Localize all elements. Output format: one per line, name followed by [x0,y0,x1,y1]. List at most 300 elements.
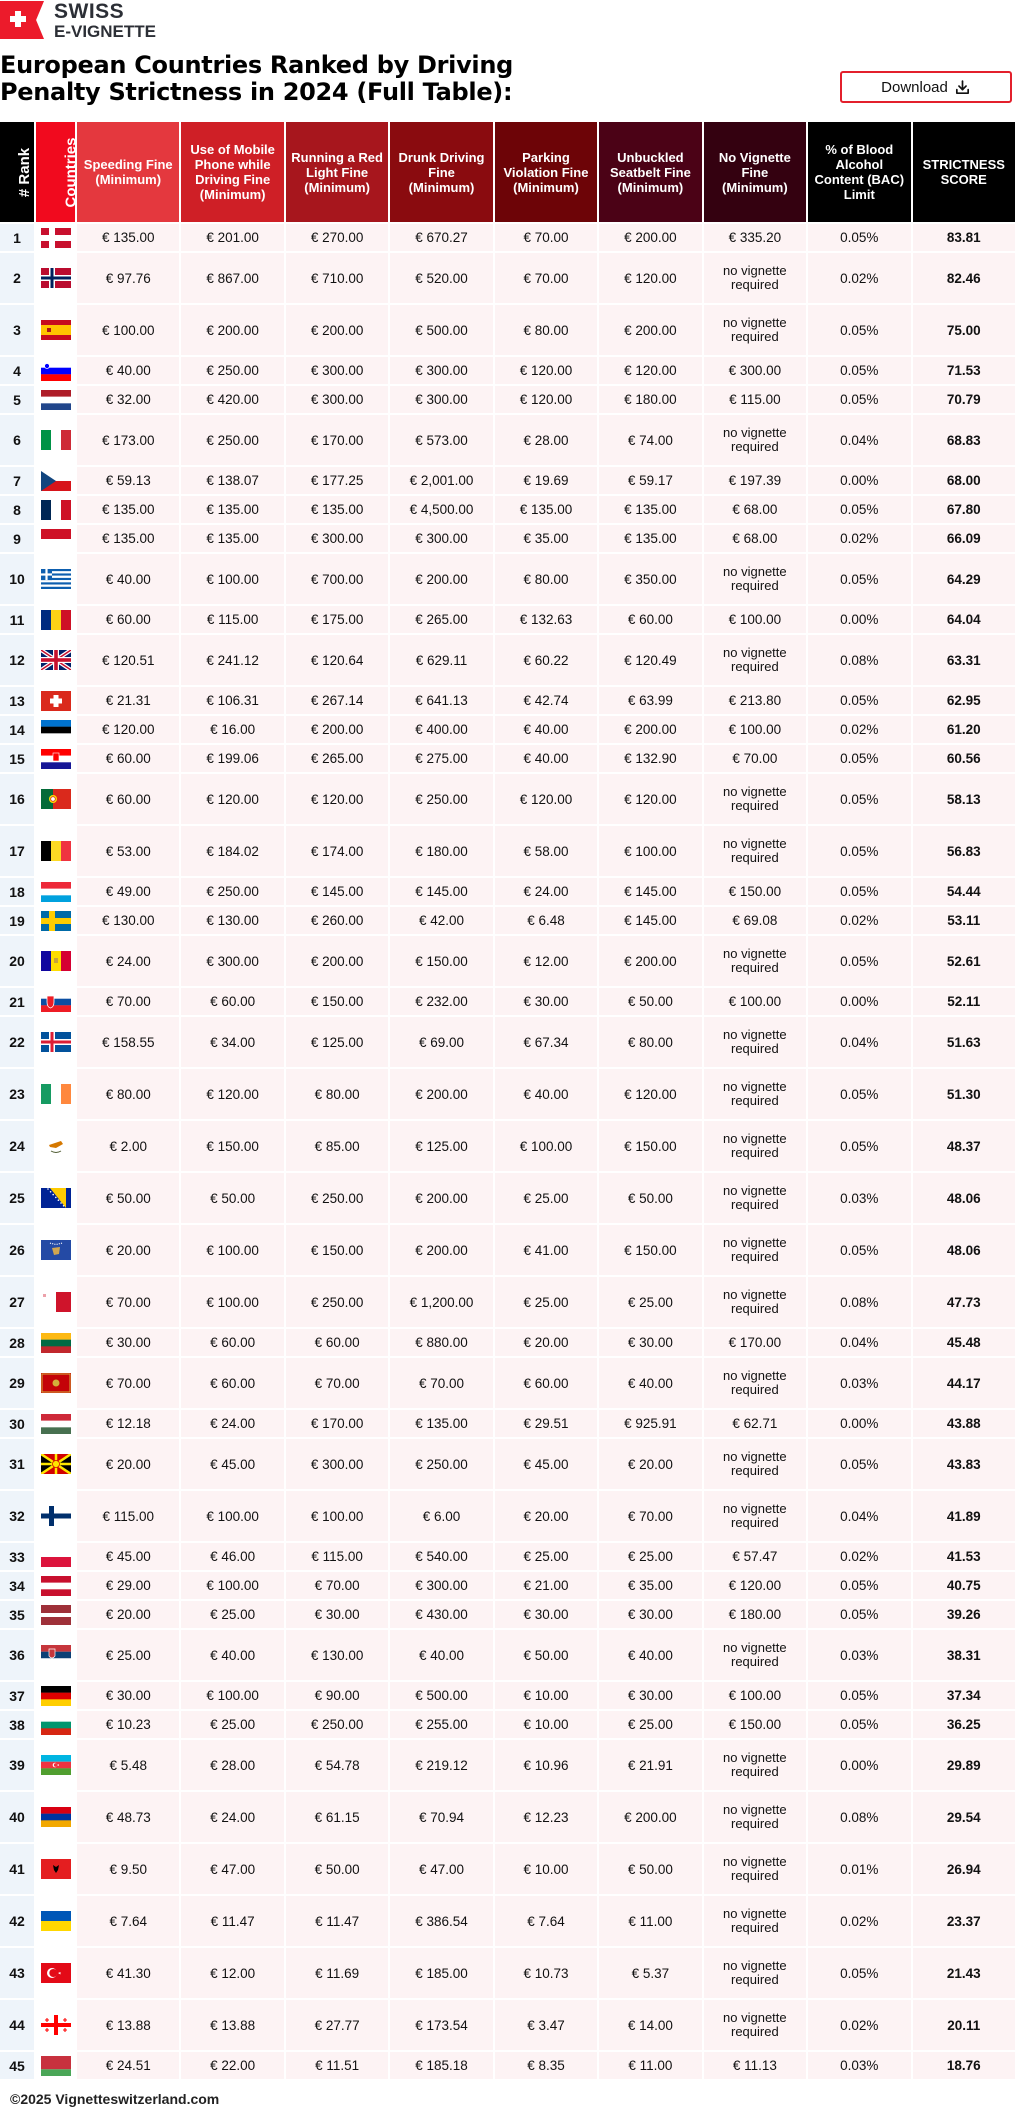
parking-cell: € 58.00 [495,826,597,876]
seatbelt-cell: € 150.00 [599,1225,701,1275]
vignette-cell: no vignette required [704,1740,806,1790]
bac-cell: 0.02% [808,2000,910,2050]
mobile-cell: € 120.00 [181,774,283,824]
drunk-cell: € 1,200.00 [390,1277,492,1327]
redlight-cell: € 175.00 [286,606,388,633]
mobile-cell: € 100.00 [181,554,283,604]
score-cell: 29.54 [913,1792,1015,1842]
country-flag-cell [36,2052,75,2079]
redlight-cell: € 170.00 [286,415,388,465]
parking-cell: € 12.00 [495,936,597,986]
speeding-cell: € 48.73 [77,1792,179,1842]
score-cell: 51.63 [913,1017,1015,1067]
mobile-cell: € 60.00 [181,988,283,1015]
mobile-cell: € 34.00 [181,1017,283,1067]
parking-cell: € 80.00 [495,305,597,355]
speeding-cell: € 115.00 [77,1491,179,1541]
parking-cell: € 24.00 [495,878,597,905]
rank-cell: 40 [0,1792,34,1842]
seatbelt-cell: € 200.00 [599,936,701,986]
seatbelt-cell: € 11.00 [599,2052,701,2079]
rank-cell: 5 [0,386,34,413]
vignette-cell: no vignette required [704,1844,806,1894]
drunk-cell: € 42.00 [390,907,492,934]
redlight-cell: € 300.00 [286,1439,388,1489]
latvia-flag-icon [41,1605,71,1625]
speeding-cell: € 9.50 [77,1844,179,1894]
bac-cell: 0.05% [808,305,910,355]
table-row [0,1543,1015,1570]
parking-cell: € 7.64 [495,1896,597,1946]
score-cell: 54.44 [913,878,1015,905]
parking-cell: € 120.00 [495,774,597,824]
bac-cell: 0.03% [808,1173,910,1223]
bac-cell: 0.05% [808,357,910,384]
country-flag-cell [36,1630,75,1680]
drunk-cell: € 641.13 [390,687,492,714]
mobile-cell: € 420.00 [181,386,283,413]
parking-cell: € 120.00 [495,357,597,384]
mobile-cell: € 22.00 [181,2052,283,2079]
rank-cell: 27 [0,1277,34,1327]
speeding-cell: € 20.00 [77,1439,179,1489]
speeding-cell: € 32.00 [77,386,179,413]
parking-cell: € 100.00 [495,1121,597,1171]
country-flag-cell [36,1439,75,1489]
mobile-cell: € 300.00 [181,936,283,986]
rank-cell: 8 [0,496,34,523]
redlight-cell: € 170.00 [286,1410,388,1437]
bac-cell: 0.05% [808,386,910,413]
seatbelt-cell: € 145.00 [599,907,701,934]
rank-cell: 15 [0,745,34,772]
table-row [0,224,1015,251]
rank-cell: 31 [0,1439,34,1489]
vignette-cell: no vignette required [704,253,806,303]
redlight-cell: € 145.00 [286,878,388,905]
redlight-cell: € 120.00 [286,774,388,824]
header-speeding: Speeding Fine (Minimum) [77,122,179,222]
score-cell: 18.76 [913,2052,1015,2079]
redlight-cell: € 177.25 [286,467,388,494]
penalty-table [0,120,1015,2081]
speeding-cell: € 29.00 [77,1572,179,1599]
score-cell: 51.30 [913,1069,1015,1119]
seatbelt-cell: € 30.00 [599,1601,701,1628]
header-bac: % of Blood Alcohol Content (BAC) Limit [808,122,910,222]
parking-cell: € 70.00 [495,253,597,303]
drunk-cell: € 300.00 [390,525,492,552]
country-flag-cell [36,305,75,355]
seatbelt-cell: € 35.00 [599,1572,701,1599]
seatbelt-cell: € 350.00 [599,554,701,604]
rank-cell: 17 [0,826,34,876]
seatbelt-cell: € 120.00 [599,1069,701,1119]
vignette-cell: no vignette required [704,1792,806,1842]
bac-cell: 0.05% [808,1225,910,1275]
bac-cell: 0.05% [808,496,910,523]
seatbelt-cell: € 200.00 [599,305,701,355]
vignette-cell: € 100.00 [704,988,806,1015]
bac-cell: 0.04% [808,415,910,465]
header-mobile: Use of Mobile Phone while Driving Fine (Minimum) [181,122,283,222]
country-flag-cell [36,386,75,413]
score-cell: 21.43 [913,1948,1015,1998]
country-flag-cell [36,1225,75,1275]
vignette-cell: € 150.00 [704,1711,806,1738]
rank-cell: 38 [0,1711,34,1738]
ukraine-flag-icon [41,1911,71,1931]
vignette-cell: € 115.00 [704,386,806,413]
drunk-cell: € 386.54 [390,1896,492,1946]
speeding-cell: € 120.00 [77,716,179,743]
parking-cell: € 10.00 [495,1844,597,1894]
redlight-cell: € 200.00 [286,716,388,743]
vignette-cell: no vignette required [704,305,806,355]
rank-cell: 13 [0,687,34,714]
monaco-flag-icon [41,529,71,549]
mobile-cell: € 45.00 [181,1439,283,1489]
table-row [0,1121,1015,1171]
vignette-cell: no vignette required [704,415,806,465]
parking-cell: € 6.48 [495,907,597,934]
rank-cell: 2 [0,253,34,303]
seatbelt-cell: € 145.00 [599,878,701,905]
seatbelt-cell: € 120.00 [599,357,701,384]
seatbelt-cell: € 11.00 [599,1896,701,1946]
country-flag-cell [36,554,75,604]
brand-subname: E-VIGNETTE [54,23,156,40]
macedonia-flag-icon [41,1454,71,1474]
rank-cell: 37 [0,1682,34,1709]
brand-logo[interactable] [0,0,156,40]
mobile-cell: € 28.00 [181,1740,283,1790]
table-row [0,1358,1015,1408]
parking-cell: € 10.96 [495,1740,597,1790]
bac-cell: 0.05% [808,554,910,604]
rank-cell: 22 [0,1017,34,1067]
download-button[interactable] [840,71,1012,103]
bac-cell: 0.01% [808,1844,910,1894]
seatbelt-cell: € 60.00 [599,606,701,633]
speeding-cell: € 80.00 [77,1069,179,1119]
country-flag-cell [36,826,75,876]
bac-cell: 0.02% [808,907,910,934]
germany-flag-icon [41,1686,71,1706]
seatbelt-cell: € 132.90 [599,745,701,772]
table-row [0,1069,1015,1119]
portugal-flag-icon [41,789,71,809]
mobile-cell: € 13.88 [181,2000,283,2050]
parking-cell: € 10.73 [495,1948,597,1998]
score-cell: 39.26 [913,1601,1015,1628]
country-flag-cell [36,936,75,986]
country-flag-cell [36,606,75,633]
score-cell: 82.46 [913,253,1015,303]
drunk-cell: € 219.12 [390,1740,492,1790]
country-flag-cell [36,878,75,905]
drunk-cell: € 185.00 [390,1948,492,1998]
mobile-cell: € 115.00 [181,606,283,633]
redlight-cell: € 270.00 [286,224,388,251]
rank-cell: 14 [0,716,34,743]
table-row [0,774,1015,824]
redlight-cell: € 265.00 [286,745,388,772]
table-row [0,745,1015,772]
table-row [0,386,1015,413]
table-row [0,1948,1015,1998]
parking-cell: € 25.00 [495,1277,597,1327]
score-cell: 68.83 [913,415,1015,465]
rank-cell: 25 [0,1173,34,1223]
speeding-cell: € 70.00 [77,1277,179,1327]
drunk-cell: € 70.94 [390,1792,492,1842]
serbia-flag-icon [41,1645,71,1665]
score-cell: 20.11 [913,2000,1015,2050]
parking-cell: € 20.00 [495,1329,597,1356]
rank-cell: 44 [0,2000,34,2050]
seatbelt-cell: € 120.49 [599,635,701,685]
vignette-cell: € 69.08 [704,907,806,934]
hungary-flag-icon [41,1414,71,1434]
estonia-flag-icon [41,720,71,740]
country-flag-cell [36,525,75,552]
redlight-cell: € 250.00 [286,1711,388,1738]
mobile-cell: € 46.00 [181,1543,283,1570]
table-row [0,2052,1015,2079]
country-flag-cell [36,1543,75,1570]
country-flag-cell [36,1277,75,1327]
table-row [0,1601,1015,1628]
rank-cell: 19 [0,907,34,934]
vignette-cell: no vignette required [704,1069,806,1119]
vignette-cell: no vignette required [704,2000,806,2050]
slovenia-flag-icon [41,361,71,381]
drunk-cell: € 70.00 [390,1358,492,1408]
drunk-cell: € 200.00 [390,1069,492,1119]
speeding-cell: € 21.31 [77,687,179,714]
parking-cell: € 19.69 [495,467,597,494]
speeding-cell: € 135.00 [77,224,179,251]
seatbelt-cell: € 63.99 [599,687,701,714]
drunk-cell: € 173.54 [390,2000,492,2050]
table-row [0,1410,1015,1437]
country-flag-cell [36,1792,75,1842]
rank-cell: 33 [0,1543,34,1570]
table-header-row [0,122,1015,222]
rank-cell: 34 [0,1572,34,1599]
country-flag-cell [36,1410,75,1437]
vignette-cell: no vignette required [704,1017,806,1067]
andorra-flag-icon [41,951,71,971]
bac-cell: 0.05% [808,936,910,986]
seatbelt-cell: € 40.00 [599,1358,701,1408]
seatbelt-cell: € 150.00 [599,1121,701,1171]
seatbelt-cell: € 200.00 [599,716,701,743]
parking-cell: € 120.00 [495,386,597,413]
bac-cell: 0.05% [808,774,910,824]
seatbelt-cell: € 100.00 [599,826,701,876]
ireland-flag-icon [41,1084,71,1104]
speeding-cell: € 2.00 [77,1121,179,1171]
table-row [0,907,1015,934]
parking-cell: € 135.00 [495,496,597,523]
vignette-cell: € 213.80 [704,687,806,714]
bac-cell: 0.02% [808,525,910,552]
redlight-cell: € 125.00 [286,1017,388,1067]
mobile-cell: € 135.00 [181,496,283,523]
score-cell: 61.20 [913,716,1015,743]
table-row [0,467,1015,494]
country-flag-cell [36,1844,75,1894]
table-row [0,1630,1015,1680]
speeding-cell: € 24.00 [77,936,179,986]
parking-cell: € 12.23 [495,1792,597,1842]
score-cell: 75.00 [913,305,1015,355]
parking-cell: € 35.00 [495,525,597,552]
vignette-cell: no vignette required [704,774,806,824]
speeding-cell: € 53.00 [77,826,179,876]
lithuania-flag-icon [41,1333,71,1353]
seatbelt-cell: € 50.00 [599,1844,701,1894]
score-cell: 63.31 [913,635,1015,685]
vignette-cell: € 197.39 [704,467,806,494]
country-flag-cell [36,1572,75,1599]
table-row [0,1572,1015,1599]
seatbelt-cell: € 59.17 [599,467,701,494]
country-flag-cell [36,1173,75,1223]
score-cell: 58.13 [913,774,1015,824]
mobile-cell: € 250.00 [181,878,283,905]
score-cell: 67.80 [913,496,1015,523]
speeding-cell: € 10.23 [77,1711,179,1738]
vignette-cell: no vignette required [704,1121,806,1171]
vignette-cell: € 300.00 [704,357,806,384]
score-cell: 60.56 [913,745,1015,772]
vignette-cell: € 100.00 [704,606,806,633]
table-row [0,1225,1015,1275]
rank-cell: 29 [0,1358,34,1408]
vignette-cell: € 62.71 [704,1410,806,1437]
rank-cell: 9 [0,525,34,552]
table-body [0,224,1015,2079]
country-flag-cell [36,716,75,743]
vignette-cell: no vignette required [704,826,806,876]
speeding-cell: € 50.00 [77,1173,179,1223]
country-flag-cell [36,1711,75,1738]
drunk-cell: € 200.00 [390,1173,492,1223]
greece-flag-icon [41,569,71,589]
vignette-cell: no vignette required [704,1225,806,1275]
slovakia-flag-icon [41,992,71,1012]
redlight-cell: € 11.69 [286,1948,388,1998]
vignette-cell: no vignette required [704,1439,806,1489]
seatbelt-cell: € 70.00 [599,1491,701,1541]
spain-flag-icon [41,320,71,340]
parking-cell: € 50.00 [495,1630,597,1680]
czech-flag-icon [41,471,71,491]
france-flag-icon [41,500,71,520]
vignette-cell: € 68.00 [704,525,806,552]
score-cell: 68.00 [913,467,1015,494]
redlight-cell: € 174.00 [286,826,388,876]
table-row [0,1491,1015,1541]
score-cell: 48.06 [913,1225,1015,1275]
bac-cell: 0.04% [808,1491,910,1541]
mobile-cell: € 200.00 [181,305,283,355]
vignette-cell: € 100.00 [704,1682,806,1709]
redlight-cell: € 30.00 [286,1601,388,1628]
seatbelt-cell: € 20.00 [599,1439,701,1489]
score-cell: 43.83 [913,1439,1015,1489]
redlight-cell: € 27.77 [286,2000,388,2050]
redlight-cell: € 250.00 [286,1173,388,1223]
speeding-cell: € 20.00 [77,1601,179,1628]
speeding-cell: € 70.00 [77,988,179,1015]
parking-cell: € 3.47 [495,2000,597,2050]
country-flag-cell [36,1896,75,1946]
rank-cell: 3 [0,305,34,355]
vignette-cell: no vignette required [704,1896,806,1946]
netherlands-flag-icon [41,390,71,410]
rank-cell: 10 [0,554,34,604]
score-cell: 36.25 [913,1711,1015,1738]
mobile-cell: € 106.31 [181,687,283,714]
rank-cell: 24 [0,1121,34,1171]
rank-cell: 42 [0,1896,34,1946]
drunk-cell: € 4,500.00 [390,496,492,523]
mobile-cell: € 150.00 [181,1121,283,1171]
country-flag-cell [36,687,75,714]
parking-cell: € 25.00 [495,1543,597,1570]
parking-cell: € 10.00 [495,1711,597,1738]
score-cell: 62.95 [913,687,1015,714]
table-row [0,1844,1015,1894]
redlight-cell: € 90.00 [286,1682,388,1709]
parking-cell: € 42.74 [495,687,597,714]
country-flag-cell [36,635,75,685]
drunk-cell: € 180.00 [390,826,492,876]
italy-flag-icon [41,430,71,450]
score-cell: 52.61 [913,936,1015,986]
table-row [0,988,1015,1015]
speeding-cell: € 135.00 [77,496,179,523]
redlight-cell: € 115.00 [286,1543,388,1570]
header-country: Countries [36,122,75,222]
country-flag-cell [36,415,75,465]
score-cell: 23.37 [913,1896,1015,1946]
header-rank: # Rank [0,122,34,222]
bac-cell: 0.05% [808,687,910,714]
speeding-cell: € 130.00 [77,907,179,934]
bac-cell: 0.02% [808,253,910,303]
score-cell: 29.89 [913,1740,1015,1790]
redlight-cell: € 150.00 [286,1225,388,1275]
bac-cell: 0.05% [808,1682,910,1709]
drunk-cell: € 47.00 [390,1844,492,1894]
seatbelt-cell: € 50.00 [599,1173,701,1223]
mobile-cell: € 250.00 [181,415,283,465]
country-flag-cell [36,496,75,523]
mobile-cell: € 201.00 [181,224,283,251]
drunk-cell: € 150.00 [390,936,492,986]
mobile-cell: € 250.00 [181,357,283,384]
table-row [0,1711,1015,1738]
score-cell: 48.37 [913,1121,1015,1171]
rank-cell: 35 [0,1601,34,1628]
parking-cell: € 10.00 [495,1682,597,1709]
bac-cell: 0.05% [808,1948,910,1998]
